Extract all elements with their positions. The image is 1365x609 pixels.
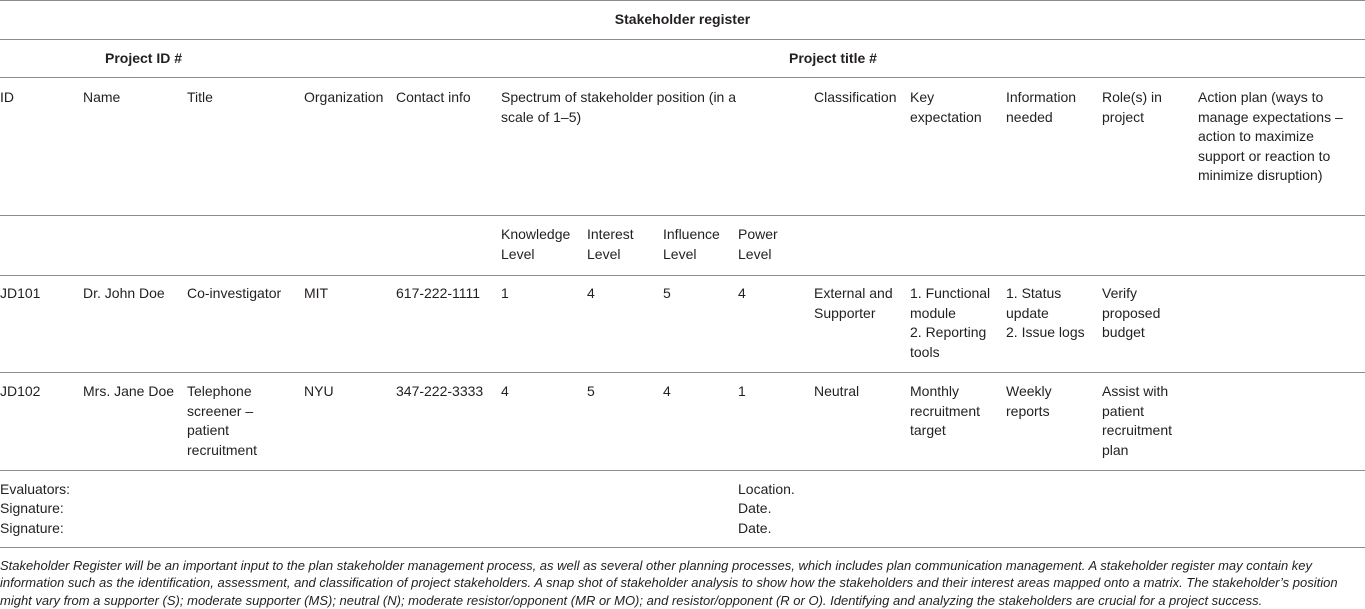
row2-classification: Neutral: [814, 383, 860, 399]
header-key-expectation: Key expectation: [910, 89, 982, 125]
subheader-interest-level: Interest Level: [587, 226, 634, 262]
footer-date-1: Date.: [738, 500, 772, 516]
row1-roles: Verify proposed budget: [1102, 285, 1161, 340]
header-spectrum: Spectrum of stakeholder position (in a scale of 1–5): [501, 89, 737, 125]
row1-interest: 4: [587, 285, 595, 301]
row1-knowledge: 1: [501, 285, 509, 301]
row1-information-needed-2: 2. Issue logs: [1006, 324, 1085, 340]
footer-signature-2: Signature:: [0, 520, 64, 536]
row1-power: 4: [738, 285, 746, 301]
row1-contact: 617-222-1111: [396, 285, 481, 301]
header-contact-info: Contact info: [396, 89, 471, 105]
row1-key-expectation-2: 2. Reporting tools: [910, 324, 987, 360]
header-roles: Role(s) in project: [1102, 89, 1162, 125]
row2-interest: 5: [587, 383, 595, 399]
row2-name: Mrs. Jane Doe: [83, 383, 175, 399]
row2-key-expectation-1: Monthly recruitment target: [910, 383, 981, 438]
row1-organization: MIT: [304, 285, 329, 301]
row1-influence: 5: [663, 285, 671, 301]
table-title: Stakeholder register: [614, 11, 751, 27]
row1-key-expectation-1: 1. Functional module: [910, 285, 991, 321]
footer-signature-1: Signature:: [0, 500, 64, 516]
footer-location: Location.: [738, 481, 795, 497]
table-rule: [0, 215, 1365, 216]
row1-name: Dr. John Doe: [83, 285, 165, 301]
header-id: ID: [0, 89, 14, 105]
subheader-influence-level: Influence Level: [663, 226, 720, 262]
header-action-plan: Action plan (ways to manage expectations – action to maximize support or reaction to minimize disruption): [1198, 89, 1343, 183]
project-title-label: Project title #: [789, 50, 877, 66]
table-caption: Stakeholder Register will be an important input to the plan stakeholder management process, as well as several other planning processes, which includes plan communication management. A stakeholder register may contain key information such as the identification, assessment, and classification of project stakeholders. A snap shot of stakeholder analysis to show how the stakeholders and their interest areas mapped onto a matrix. The stakeholder’s position might vary from a supporter (S); moderate supporter (MS); neutral (N); moderate resistor/opponent (MR or MO); and resistor/opponent (R or O). Identifying and analyzing the stakeholders are crucial for a project success.: [0, 558, 1338, 608]
row2-power: 1: [738, 383, 746, 399]
row2-contact: 347-222-3333: [396, 383, 484, 399]
header-title: Title: [187, 89, 213, 105]
row1-information-needed-1: 1. Status update: [1006, 285, 1062, 321]
row1-title: Co-investigator: [187, 285, 282, 301]
subheader-power-level: Power Level: [738, 226, 778, 262]
project-id-label: Project ID #: [105, 50, 183, 66]
row2-title: Telephone screener – patient recruitment: [187, 383, 258, 458]
table-rule: [0, 39, 1365, 40]
footer-date-2: Date.: [738, 520, 772, 536]
row1-classification: External and Supporter: [814, 285, 893, 321]
row2-organization: NYU: [304, 383, 334, 399]
row1-id: JD101: [0, 285, 41, 301]
row2-information-needed-1: Weekly reports: [1006, 383, 1052, 419]
subheader-knowledge-level: Knowledge Level: [501, 226, 571, 262]
row2-influence: 4: [663, 383, 671, 399]
table-rule: [0, 372, 1365, 373]
row2-roles: Assist with patient recruitment plan: [1102, 383, 1173, 458]
table-rule: [0, 470, 1365, 471]
table-rule: [0, 275, 1365, 276]
header-classification: Classification: [814, 89, 897, 105]
header-name: Name: [83, 89, 121, 105]
footer-evaluators: Evaluators:: [0, 481, 71, 497]
table-rule: [0, 77, 1365, 78]
row2-id: JD102: [0, 383, 41, 399]
table-rule-top: [0, 0, 1365, 1]
row2-knowledge: 4: [501, 383, 509, 399]
table-rule-bottom: [0, 547, 1365, 548]
header-organization: Organization: [304, 89, 384, 105]
header-information-needed: Information needed: [1006, 89, 1077, 125]
